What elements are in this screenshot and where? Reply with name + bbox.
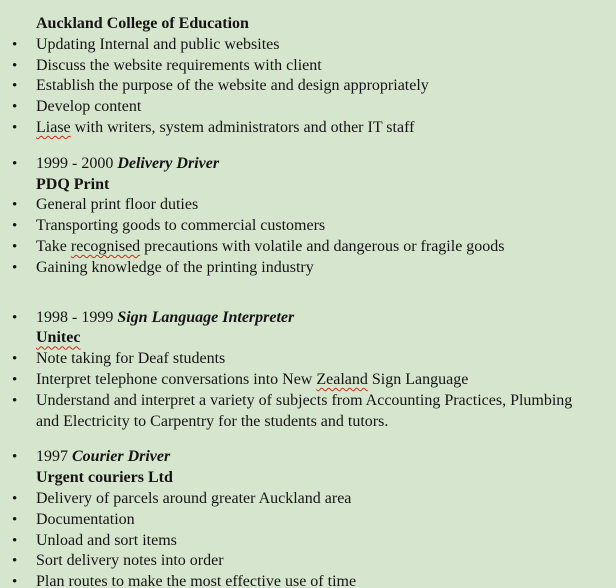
job-role: Delivery Driver [117, 154, 220, 172]
bullet-item [0, 510, 616, 531]
text-segment: Documentation [36, 510, 135, 528]
text-segment: Interpret telephone conversations into New [36, 370, 317, 388]
company-line [0, 468, 616, 489]
job-period: 1998 - 1999 [36, 308, 114, 326]
text-segment: Transporting goods to commercial customers [36, 217, 326, 235]
experience-section [0, 308, 616, 433]
bullet-item [0, 56, 616, 77]
bullet-icon: • [12, 309, 18, 326]
bullet-item [0, 531, 616, 552]
text-segment: General print floor duties [36, 196, 199, 214]
bullet-icon: • [12, 511, 18, 528]
text-segment: recognised [70, 237, 141, 255]
text-segment: Unload and sort items [36, 531, 177, 549]
job-role: Courier Driver [72, 448, 171, 466]
bullet-item [0, 195, 616, 216]
experience-section [0, 14, 616, 139]
bullet-item [0, 97, 616, 118]
job-heading [0, 447, 616, 468]
text-segment: precautions with volatile and dangerous or fragile goods [140, 237, 505, 255]
bullet-icon: • [12, 351, 18, 368]
bullet-icon: • [12, 553, 18, 570]
company-line [0, 175, 616, 196]
bullet-item [0, 370, 616, 391]
bullet-icon: • [12, 218, 18, 235]
bullet-icon: • [12, 78, 18, 95]
job-period: 1999 - 2000 [36, 154, 114, 172]
bullet-icon: • [12, 197, 18, 214]
bullet-icon: • [12, 57, 18, 74]
text-segment: Discuss the website requirements with client [36, 56, 322, 74]
bullet-item [0, 216, 616, 237]
org-heading [0, 14, 616, 35]
bullet-text [36, 196, 198, 213]
job-period: 1997 [36, 448, 68, 466]
bullet-icon: • [12, 574, 18, 588]
bullet-item [0, 76, 616, 97]
bullet-text [36, 217, 325, 234]
job-heading [0, 154, 616, 175]
org-name: Auckland College of Education [36, 15, 249, 32]
company-name: Unitec [36, 329, 81, 347]
job-role: Sign Language Interpreter [117, 308, 295, 326]
text-segment: Updating Internal and public websites [36, 35, 280, 53]
company-name: PDQ Print [36, 175, 110, 193]
experience-section [0, 447, 616, 588]
bullet-text [36, 511, 135, 528]
bullet-text [36, 552, 224, 569]
bullet-text [36, 98, 141, 115]
bullet-icon: • [12, 99, 18, 116]
bullet-icon: • [12, 532, 18, 549]
bullet-icon: • [12, 259, 18, 276]
bullet-text [36, 532, 177, 549]
text-segment: Establish the purpose of the website and design appropriately [36, 77, 429, 95]
text-segment: Gaining knowledge of the printing industry [36, 258, 314, 276]
bullet-item [0, 237, 616, 258]
bullet-text [36, 573, 356, 588]
bullet-text [36, 392, 572, 430]
bullet-item [0, 391, 616, 433]
bullet-item [0, 349, 616, 370]
text-segment: Develop content [36, 98, 142, 116]
bullet-text [36, 238, 505, 255]
bullet-text [36, 77, 429, 94]
bullet-icon: • [12, 36, 18, 53]
bullet-item [0, 258, 616, 279]
bullet-icon: • [12, 371, 18, 388]
bullet-text [36, 259, 314, 276]
bullet-item [0, 118, 616, 139]
bullet-icon: • [12, 119, 18, 136]
bullet-icon: • [12, 490, 18, 507]
company-line [0, 328, 616, 349]
text-segment: Plan routes to make the most effective use of time [36, 573, 357, 588]
bullet-item [0, 489, 616, 510]
text-segment: Take [36, 237, 71, 255]
bullet-item [0, 572, 616, 588]
bullet-item [0, 35, 616, 56]
text-segment: Sort delivery notes into order [36, 552, 224, 570]
bullet-item [0, 551, 616, 572]
bullet-icon: • [12, 449, 18, 466]
job-heading [0, 308, 616, 329]
text-segment: Note taking for Deaf students [36, 350, 226, 368]
bullet-text [36, 119, 414, 136]
text-segment: Understand and interpret a variety of subjects from Accounting Practices, Plumbing and Electricity to Carpentry for the students and tutors. [36, 391, 573, 430]
bullet-text [36, 371, 468, 388]
bullet-icon: • [12, 392, 18, 409]
company-name: Urgent couriers Ltd [36, 469, 173, 487]
text-segment: Zealand [316, 370, 368, 388]
bullet-icon: • [12, 155, 18, 172]
bullet-text [36, 57, 322, 74]
text-segment: Liase [36, 118, 71, 136]
text-segment: with writers, system administrators and other IT staff [70, 118, 415, 136]
experience-section [0, 154, 616, 279]
text-segment: Sign Language [367, 370, 469, 388]
bullet-icon: • [12, 238, 18, 255]
bullet-text [36, 490, 351, 507]
text-segment: Delivery of parcels around greater Auckland area [36, 489, 352, 507]
bullet-text [36, 350, 225, 367]
bullet-text [36, 36, 280, 53]
